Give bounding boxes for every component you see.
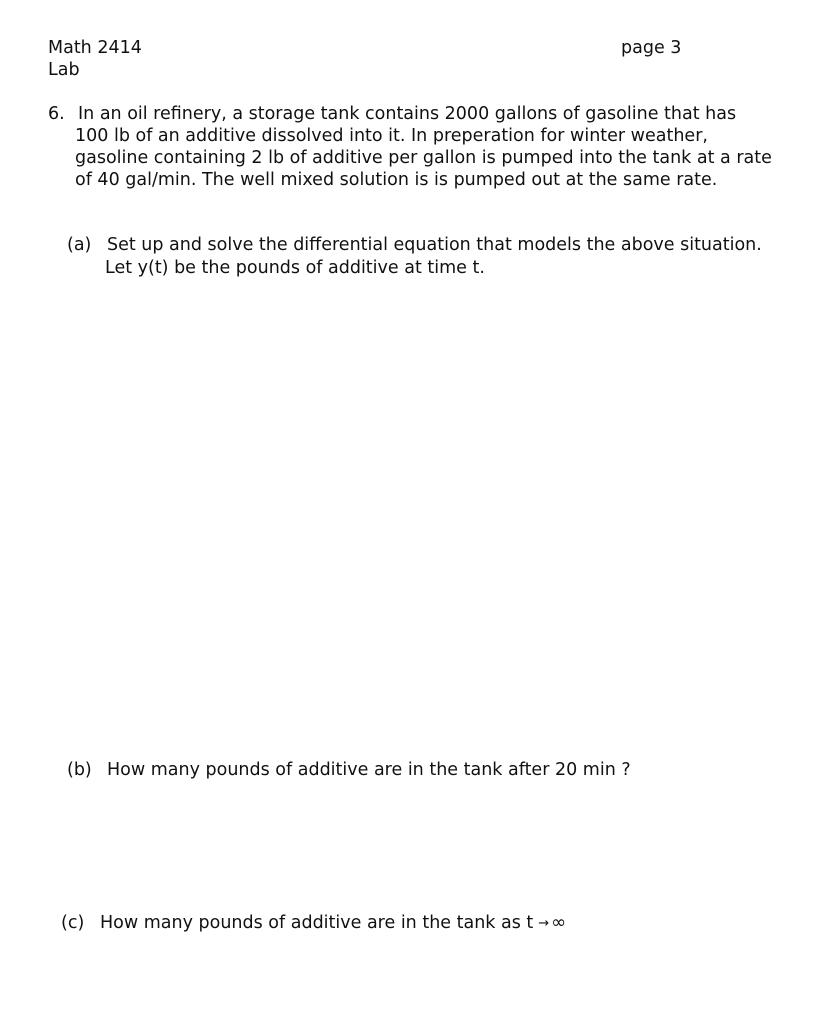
- infinity-symbol: ∞: [551, 912, 567, 933]
- part-b-text: How many pounds of additive are in the tank after 20 min ?: [107, 760, 631, 780]
- course-title: Math 2414: [48, 38, 142, 58]
- part-c-line: [100, 912, 566, 936]
- part-c-text: How many pounds of additive are in the tank as t: [100, 913, 534, 933]
- right-arrow-symbol: →: [538, 916, 550, 931]
- problem-text-line: gasoline containing 2 lb of additive per gallon is pumped into the tank at a rate: [75, 148, 772, 168]
- part-a-text-line: Set up and solve the differential equation that models the above situation.: [107, 235, 762, 255]
- part-a-label: (a): [67, 235, 92, 255]
- page-number: page 3: [621, 38, 682, 58]
- part-c-label: (c): [61, 913, 85, 933]
- problem-text-line: 100 lb of an additive dissolved into it. In preperation for winter weather,: [75, 126, 708, 146]
- problem-text-line: In an oil refinery, a storage tank contains 2000 gallons of gasoline that has: [78, 104, 737, 124]
- problem-text-line: of 40 gal/min. The well mixed solution is is pumped out at the same rate.: [75, 170, 718, 190]
- section-label: Lab: [48, 60, 80, 80]
- part-b-label: (b): [67, 760, 92, 780]
- part-a-text-line: Let y(t) be the pounds of additive at time t.: [105, 258, 485, 278]
- problem-number: 6.: [48, 104, 65, 124]
